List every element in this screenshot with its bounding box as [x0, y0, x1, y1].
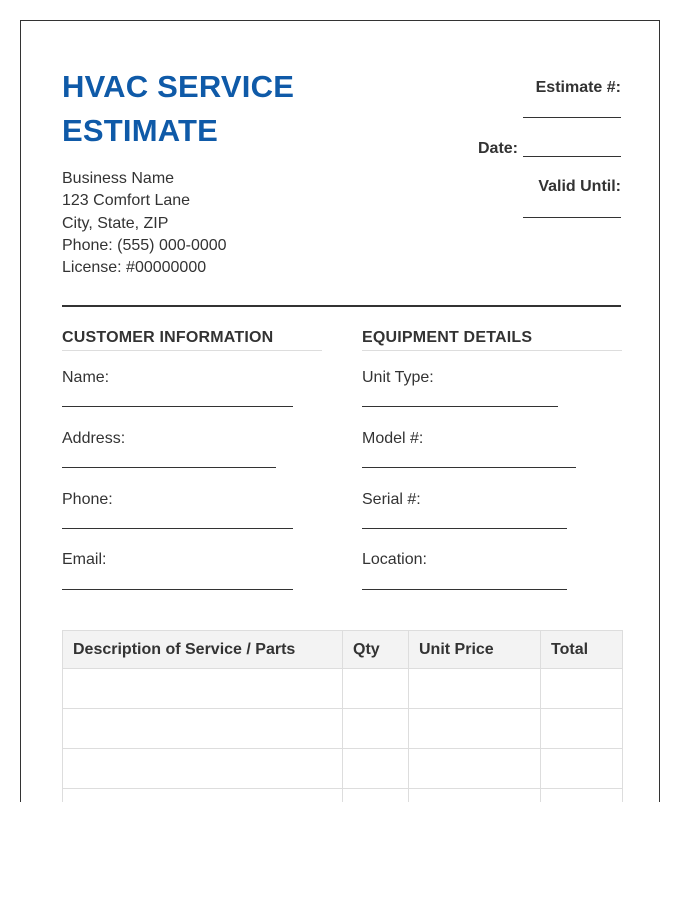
estimate-number-line[interactable] — [523, 117, 621, 118]
serial-number-label: Serial #: — [362, 491, 421, 508]
location-field — [362, 550, 427, 570]
description-cell[interactable] — [63, 789, 343, 803]
unit-price-cell[interactable] — [409, 789, 541, 803]
table-row — [63, 669, 623, 709]
unit-type-label: Unit Type: — [362, 369, 434, 386]
header-divider — [62, 305, 621, 307]
equipment-section-title: EQUIPMENT DETAILS — [362, 328, 622, 351]
total-cell[interactable] — [541, 749, 623, 789]
estimate-number-label: Estimate #: — [535, 79, 621, 96]
date-line[interactable] — [523, 156, 621, 157]
table-row — [63, 709, 623, 749]
model-number-line[interactable] — [362, 467, 576, 468]
title-line-2: ESTIMATE — [62, 113, 219, 148]
table-row — [63, 789, 623, 803]
customer-phone-label: Phone: — [62, 491, 113, 508]
estimate-meta — [401, 21, 621, 251]
total-cell[interactable] — [541, 709, 623, 749]
business-name: Business Name — [62, 170, 175, 187]
qty-cell[interactable] — [343, 709, 409, 749]
serial-number-field — [362, 490, 421, 510]
description-cell[interactable] — [63, 709, 343, 749]
unit-price-cell[interactable] — [409, 749, 541, 789]
qty-cell[interactable] — [343, 789, 409, 803]
date-label: Date: — [477, 140, 518, 157]
table-row — [63, 749, 623, 789]
customer-email-line[interactable] — [62, 589, 293, 590]
customer-name-label: Name: — [62, 369, 110, 386]
customer-section-title: CUSTOMER INFORMATION — [62, 328, 322, 351]
customer-name-field — [62, 368, 109, 388]
location-line[interactable] — [362, 589, 567, 590]
column-header-qty: Qty — [343, 631, 409, 669]
total-cell[interactable] — [541, 669, 623, 709]
customer-email-label: Email: — [62, 551, 107, 568]
unit-type-line[interactable] — [362, 406, 558, 407]
customer-phone-line[interactable] — [62, 528, 293, 529]
qty-cell[interactable] — [343, 749, 409, 789]
serial-number-line[interactable] — [362, 528, 567, 529]
qty-cell[interactable] — [343, 669, 409, 709]
document-title — [62, 65, 382, 153]
business-info — [62, 168, 227, 279]
customer-phone-field — [62, 490, 113, 510]
customer-name-line[interactable] — [62, 406, 293, 407]
valid-until-label: Valid Until: — [538, 178, 621, 195]
title-line-1: HVAC SERVICE — [62, 69, 295, 104]
customer-email-field — [62, 550, 106, 570]
service-items-table — [62, 630, 623, 802]
estimate-sheet — [20, 20, 660, 802]
model-number-label: Model #: — [362, 430, 424, 447]
description-cell[interactable] — [63, 669, 343, 709]
unit-price-cell[interactable] — [409, 669, 541, 709]
column-header-description: Description of Service / Parts — [63, 631, 343, 669]
description-cell[interactable] — [63, 749, 343, 789]
business-license: License: #00000000 — [62, 259, 207, 277]
total-cell[interactable] — [541, 789, 623, 803]
customer-address-label: Address: — [62, 430, 126, 447]
model-number-field — [362, 429, 423, 449]
column-header-total: Total — [541, 631, 623, 669]
unit-type-field — [362, 368, 434, 388]
customer-section — [62, 328, 322, 568]
column-header-unit-price: Unit Price — [409, 631, 541, 669]
customer-address-field — [62, 429, 125, 449]
business-city: City, State, ZIP — [62, 214, 169, 232]
business-address: 123 Comfort Lane — [62, 192, 191, 210]
customer-address-line[interactable] — [62, 467, 276, 468]
business-phone: Phone: (555) 000-0000 — [62, 236, 227, 254]
table-header-row — [63, 631, 623, 669]
unit-price-cell[interactable] — [409, 709, 541, 749]
equipment-section — [362, 328, 622, 568]
location-label: Location: — [362, 551, 427, 568]
valid-until-line[interactable] — [523, 217, 621, 218]
